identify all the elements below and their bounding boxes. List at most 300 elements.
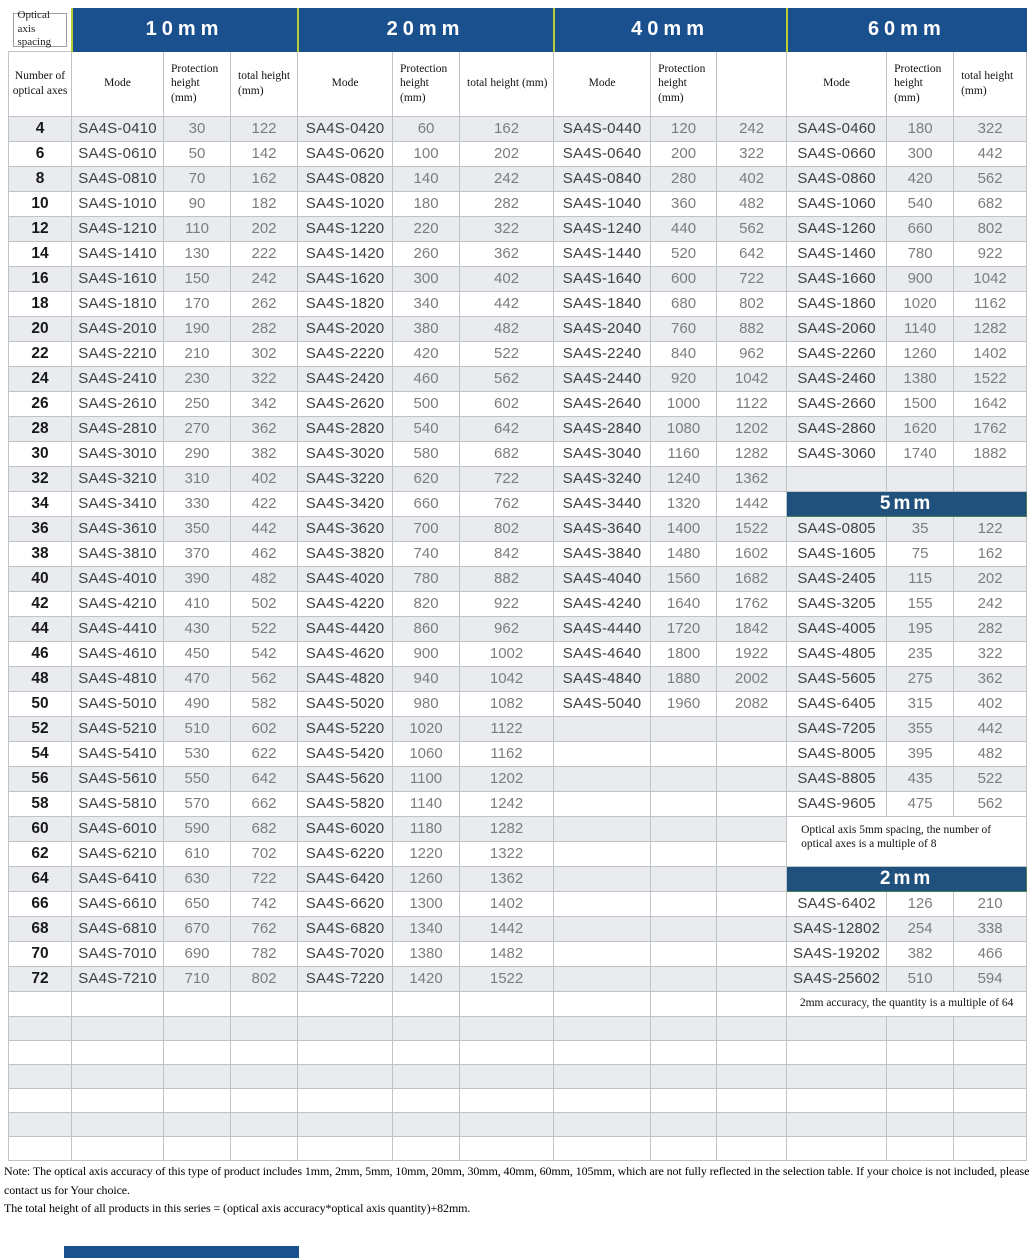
protection-height-cell: 860	[393, 616, 460, 641]
protection-height-cell: 170	[164, 291, 231, 316]
total-height-cell: 1202	[460, 766, 554, 791]
table-row	[9, 666, 1027, 691]
total-height-cell: 722	[231, 866, 298, 891]
mode-cell: SA4S-7210	[72, 966, 164, 991]
protection-height-cell: 1380	[887, 366, 954, 391]
empty-cell	[651, 1112, 717, 1136]
mode-cell: SA4S-2620	[298, 391, 393, 416]
total-height-cell: 1122	[460, 716, 554, 741]
empty-cell	[887, 466, 954, 491]
protection-height-cell: 310	[164, 466, 231, 491]
corner-label: Optical axis spacing	[13, 13, 67, 47]
empty-cell	[460, 991, 554, 1016]
protection-height-cell: 1880	[651, 666, 717, 691]
protection-height-cell: 435	[887, 766, 954, 791]
empty-cell	[393, 991, 460, 1016]
total-height-cell: 962	[460, 616, 554, 641]
protection-height-cell: 275	[887, 666, 954, 691]
empty-row	[9, 1112, 1027, 1136]
footnotes	[4, 1162, 1034, 1218]
mode-cell: SA4S-6210	[72, 841, 164, 866]
mode-cell: SA4S-0610	[72, 141, 164, 166]
mode-cell: SA4S-1210	[72, 216, 164, 241]
mode-cell: SA4S-4020	[298, 566, 393, 591]
axes-count-cell: 68	[9, 916, 72, 941]
protection-height-cell: 1020	[887, 291, 954, 316]
mode-cell: SA4S-1840	[554, 291, 651, 316]
total-height-cell: 562	[717, 216, 787, 241]
mode-cell: SA4S-6820	[298, 916, 393, 941]
protection-height-cell: 190	[164, 316, 231, 341]
protection-height-cell: 155	[887, 591, 954, 616]
empty-cell	[9, 1136, 72, 1160]
total-height-cell: 442	[460, 291, 554, 316]
mode-cell: SA4S-3205	[787, 591, 887, 616]
mode-cell: SA4S-5420	[298, 741, 393, 766]
protection-height-cell: 1740	[887, 441, 954, 466]
protection-height-cell: 940	[393, 666, 460, 691]
protection-height-cell: 1100	[393, 766, 460, 791]
total-height-cell: 882	[717, 316, 787, 341]
mode-cell: SA4S-3220	[298, 466, 393, 491]
total-height-cell: 1322	[460, 841, 554, 866]
empty-cell	[787, 1136, 887, 1160]
total-height-cell: 1522	[460, 966, 554, 991]
axes-count-cell: 28	[9, 416, 72, 441]
protection-height-cell: 470	[164, 666, 231, 691]
mode-cell: SA4S-5620	[298, 766, 393, 791]
total-height-cell: 202	[231, 216, 298, 241]
total-height-cell: 1522	[717, 516, 787, 541]
protection-height-cell: 270	[164, 416, 231, 441]
axes-count-cell: 72	[9, 966, 72, 991]
protection-height-cell: 780	[887, 241, 954, 266]
protection-height-cell: 1420	[393, 966, 460, 991]
protection-height-cell: 490	[164, 691, 231, 716]
axes-count-cell: 16	[9, 266, 72, 291]
table-row	[9, 741, 1027, 766]
total-height-cell: 682	[460, 441, 554, 466]
protection-height-cell	[651, 866, 717, 891]
empty-cell	[887, 1016, 954, 1040]
mode-cell: SA4S-0840	[554, 166, 651, 191]
mode-cell: SA4S-8805	[787, 766, 887, 791]
total-height-cell: 182	[231, 191, 298, 216]
empty-cell	[164, 1136, 231, 1160]
protection-height-cell: 620	[393, 466, 460, 491]
empty-cell	[954, 1040, 1027, 1064]
mode-cell: SA4S-4640	[554, 641, 651, 666]
mode-cell: SA4S-2240	[554, 341, 651, 366]
protection-height-cell: 1180	[393, 816, 460, 841]
protection-height-cell: 520	[651, 241, 717, 266]
empty-cell	[554, 1064, 651, 1088]
total-height-cell: 722	[717, 266, 787, 291]
total-height-cell: 802	[231, 966, 298, 991]
mode-cell: SA4S-3610	[72, 516, 164, 541]
mode-cell: SA4S-1020	[298, 191, 393, 216]
section-header-40mm: 40mm	[554, 9, 787, 52]
protection-height-cell	[651, 841, 717, 866]
protection-height-cell: 510	[164, 716, 231, 741]
axes-count-cell: 34	[9, 491, 72, 516]
mode-cell: SA4S-0440	[554, 116, 651, 141]
mode-cell: SA4S-9605	[787, 791, 887, 816]
mode-cell: SA4S-0640	[554, 141, 651, 166]
protection-height-cell: 460	[393, 366, 460, 391]
empty-cell	[460, 1040, 554, 1064]
protection-height-cell: 126	[887, 891, 954, 916]
protection-height-cell: 1260	[887, 341, 954, 366]
total-height-cell: 802	[954, 216, 1027, 241]
total-height-cell: 122	[954, 516, 1027, 541]
mode-cell: SA4S-2220	[298, 341, 393, 366]
total-height-cell: 1282	[954, 316, 1027, 341]
protection-height-cell: 315	[887, 691, 954, 716]
mode-cell: SA4S-3440	[554, 491, 651, 516]
empty-cell	[717, 991, 787, 1016]
protection-height-cell	[651, 966, 717, 991]
mode-cell: SA4S-7205	[787, 716, 887, 741]
note-row	[9, 991, 1027, 1016]
total-height-cell: 402	[460, 266, 554, 291]
protection-height-cell: 1140	[887, 316, 954, 341]
table-row	[9, 566, 1027, 591]
total-height-cell: 402	[231, 466, 298, 491]
total-height-cell: 242	[717, 116, 787, 141]
total-height-cell: 2002	[717, 666, 787, 691]
mode-cell: SA4S-1040	[554, 191, 651, 216]
empty-cell	[954, 1112, 1027, 1136]
total-height-cell: 1442	[717, 491, 787, 516]
protection-height-cell: 180	[393, 191, 460, 216]
mode-cell: SA4S-6405	[787, 691, 887, 716]
mode-cell: SA4S-3420	[298, 491, 393, 516]
protection-height-cell: 540	[887, 191, 954, 216]
mode-cell: SA4S-2640	[554, 391, 651, 416]
axes-count-cell: 20	[9, 316, 72, 341]
mode-cell: SA4S-5040	[554, 691, 651, 716]
protection-height-cell: 254	[887, 916, 954, 941]
protection-height-cell: 900	[393, 641, 460, 666]
total-height-cell: 882	[460, 566, 554, 591]
empty-cell	[164, 1016, 231, 1040]
total-height-cell: 1042	[460, 666, 554, 691]
total-height-cell: 322	[954, 641, 1027, 666]
protection-height-cell: 1020	[393, 716, 460, 741]
total-height-cell	[717, 941, 787, 966]
protection-height-header: Protection height (mm)	[393, 51, 460, 116]
protection-height-cell: 382	[887, 941, 954, 966]
total-height-cell: 562	[460, 366, 554, 391]
empty-cell	[460, 1112, 554, 1136]
mode-cell: SA4S-2040	[554, 316, 651, 341]
empty-cell	[298, 1088, 393, 1112]
protection-height-cell: 450	[164, 641, 231, 666]
table-row	[9, 341, 1027, 366]
table-row	[9, 266, 1027, 291]
empty-cell	[717, 1136, 787, 1160]
total-height-cell: 802	[717, 291, 787, 316]
protection-height-cell: 690	[164, 941, 231, 966]
axes-count-cell: 40	[9, 566, 72, 591]
mode-cell: SA4S-3040	[554, 441, 651, 466]
mode-cell: SA4S-0660	[787, 141, 887, 166]
empty-row	[9, 1040, 1027, 1064]
axes-count-cell: 62	[9, 841, 72, 866]
empty-cell	[787, 1040, 887, 1064]
empty-cell	[9, 1016, 72, 1040]
total-height-cell: 242	[231, 266, 298, 291]
protection-height-cell: 220	[393, 216, 460, 241]
empty-cell	[460, 1136, 554, 1160]
protection-height-cell: 120	[651, 116, 717, 141]
axes-count-cell: 66	[9, 891, 72, 916]
total-height-cell: 802	[460, 516, 554, 541]
protection-height-cell: 680	[651, 291, 717, 316]
empty-cell	[651, 1136, 717, 1160]
protection-height-cell: 1060	[393, 741, 460, 766]
total-height-header-blank	[717, 51, 787, 116]
protection-height-header: Protection height (mm)	[164, 51, 231, 116]
protection-height-cell: 590	[164, 816, 231, 841]
empty-cell	[231, 1088, 298, 1112]
empty-cell	[954, 1136, 1027, 1160]
empty-cell	[887, 1136, 954, 1160]
protection-height-cell: 250	[164, 391, 231, 416]
total-height-cell: 842	[460, 541, 554, 566]
mode-cell: SA4S-1440	[554, 241, 651, 266]
protection-height-cell: 1300	[393, 891, 460, 916]
protection-height-cell: 1220	[393, 841, 460, 866]
table-row	[9, 591, 1027, 616]
axes-count-cell: 42	[9, 591, 72, 616]
axes-count-cell: 14	[9, 241, 72, 266]
total-height-cell: 1762	[717, 591, 787, 616]
empty-cell	[298, 1016, 393, 1040]
total-height-cell: 242	[954, 591, 1027, 616]
mode-header: Mode	[72, 51, 164, 116]
protection-height-cell: 1400	[651, 516, 717, 541]
empty-cell	[231, 1112, 298, 1136]
mode-cell: SA4S-4210	[72, 591, 164, 616]
total-height-cell: 282	[954, 616, 1027, 641]
axes-count-cell: 50	[9, 691, 72, 716]
protection-height-cell: 1320	[651, 491, 717, 516]
empty-cell	[9, 991, 72, 1016]
protection-height-cell: 300	[393, 266, 460, 291]
total-height-cell: 1082	[460, 691, 554, 716]
total-height-cell: 1042	[954, 266, 1027, 291]
mode-cell	[554, 966, 651, 991]
mode-cell: SA4S-1060	[787, 191, 887, 216]
total-height-cell: 162	[954, 541, 1027, 566]
protection-height-cell: 510	[887, 966, 954, 991]
total-height-cell: 1242	[460, 791, 554, 816]
mode-cell: SA4S-3620	[298, 516, 393, 541]
protection-height-cell: 100	[393, 141, 460, 166]
mode-cell: SA4S-6810	[72, 916, 164, 941]
axes-count-cell: 44	[9, 616, 72, 641]
mode-cell: SA4S-3210	[72, 466, 164, 491]
protection-height-cell: 1620	[887, 416, 954, 441]
total-height-cell: 722	[460, 466, 554, 491]
protection-height-cell: 980	[393, 691, 460, 716]
total-height-cell: 402	[717, 166, 787, 191]
table-row	[9, 191, 1027, 216]
table-head	[9, 9, 1027, 117]
section-header-row	[9, 9, 1027, 52]
total-height-cell: 762	[231, 916, 298, 941]
mode-cell: SA4S-3010	[72, 441, 164, 466]
mode-cell: SA4S-1460	[787, 241, 887, 266]
total-height-cell: 922	[460, 591, 554, 616]
mode-cell: SA4S-1240	[554, 216, 651, 241]
protection-height-cell: 475	[887, 791, 954, 816]
total-height-cell: 342	[231, 391, 298, 416]
total-height-cell: 210	[954, 891, 1027, 916]
mode-cell: SA4S-0460	[787, 116, 887, 141]
table-row	[9, 816, 1027, 841]
table-row	[9, 541, 1027, 566]
total-height-cell: 1362	[717, 466, 787, 491]
protection-height-cell: 75	[887, 541, 954, 566]
table-row	[9, 941, 1027, 966]
footnote-line: contact us for Your choice.	[4, 1182, 130, 1197]
mode-cell	[554, 816, 651, 841]
protection-height-cell: 230	[164, 366, 231, 391]
empty-cell	[298, 1136, 393, 1160]
protection-height-cell: 630	[164, 866, 231, 891]
empty-cell	[393, 1088, 460, 1112]
bottom-accent-bar	[64, 1246, 299, 1258]
total-height-cell: 1162	[954, 291, 1027, 316]
protection-height-cell: 180	[887, 116, 954, 141]
total-height-cell: 1122	[717, 391, 787, 416]
empty-cell	[717, 1064, 787, 1088]
total-height-cell: 762	[460, 491, 554, 516]
total-height-cell: 582	[231, 691, 298, 716]
total-height-cell: 162	[460, 116, 554, 141]
axes-count-cell: 30	[9, 441, 72, 466]
protection-height-header: Protection height (mm)	[651, 51, 717, 116]
mode-cell: SA4S-6410	[72, 866, 164, 891]
protection-height-cell: 920	[651, 366, 717, 391]
table-row	[9, 516, 1027, 541]
table-row	[9, 416, 1027, 441]
five-mm-note: Optical axis 5mm spacing, the number of optical axes is a multiple of 8	[787, 816, 1027, 866]
total-height-cell: 322	[460, 216, 554, 241]
empty-cell	[393, 1040, 460, 1064]
mode-cell: SA4S-5820	[298, 791, 393, 816]
empty-cell	[164, 1088, 231, 1112]
mode-header: Mode	[787, 51, 887, 116]
protection-height-cell: 740	[393, 541, 460, 566]
protection-height-cell	[651, 716, 717, 741]
mode-cell: SA4S-2405	[787, 566, 887, 591]
empty-cell	[954, 466, 1027, 491]
axes-count-cell: 8	[9, 166, 72, 191]
protection-height-cell: 360	[651, 191, 717, 216]
total-height-cell: 1482	[460, 941, 554, 966]
axes-count-header: Number of optical axes	[9, 51, 72, 116]
mode-cell: SA4S-3060	[787, 441, 887, 466]
total-height-cell: 202	[460, 141, 554, 166]
mode-cell: SA4S-5010	[72, 691, 164, 716]
total-height-cell: 602	[460, 391, 554, 416]
protection-height-cell	[651, 941, 717, 966]
empty-row	[9, 1088, 1027, 1112]
total-height-cell: 562	[954, 791, 1027, 816]
total-height-cell: 1282	[460, 816, 554, 841]
total-height-cell	[717, 891, 787, 916]
protection-height-cell: 115	[887, 566, 954, 591]
empty-cell	[554, 991, 651, 1016]
protection-height-cell: 440	[651, 216, 717, 241]
empty-row	[9, 1136, 1027, 1160]
total-height-cell: 562	[954, 166, 1027, 191]
corner-cell	[9, 9, 72, 52]
empty-cell	[554, 1088, 651, 1112]
protection-height-cell	[651, 791, 717, 816]
empty-cell	[9, 1040, 72, 1064]
total-height-cell: 1202	[717, 416, 787, 441]
mode-cell	[554, 716, 651, 741]
mode-cell: SA4S-0805	[787, 516, 887, 541]
protection-height-cell: 340	[393, 291, 460, 316]
mode-cell: SA4S-6420	[298, 866, 393, 891]
total-height-cell	[717, 791, 787, 816]
table-row	[9, 216, 1027, 241]
empty-cell	[460, 1088, 554, 1112]
table-row	[9, 691, 1027, 716]
protection-height-cell: 610	[164, 841, 231, 866]
total-height-cell: 542	[231, 641, 298, 666]
footnote-line: Note: The optical axis accuracy of this type of product includes 1mm, 2mm, 5mm, 10mm, 20mm, 30mm, 40mm, 60mm, 105mm, which are not fully reflected in the selection table. If your choice is not included, please	[4, 1164, 1030, 1178]
mode-cell: SA4S-2420	[298, 366, 393, 391]
mode-cell: SA4S-5410	[72, 741, 164, 766]
mode-cell: SA4S-4620	[298, 641, 393, 666]
table-row	[9, 166, 1027, 191]
total-height-cell: 562	[231, 666, 298, 691]
total-height-cell: 442	[954, 716, 1027, 741]
protection-height-cell: 650	[164, 891, 231, 916]
mode-cell: SA4S-4805	[787, 641, 887, 666]
table-row	[9, 116, 1027, 141]
mode-cell: SA4S-2660	[787, 391, 887, 416]
axes-count-cell: 36	[9, 516, 72, 541]
mode-cell: SA4S-6402	[787, 891, 887, 916]
total-height-cell: 502	[231, 591, 298, 616]
total-height-cell: 1922	[717, 641, 787, 666]
empty-cell	[651, 991, 717, 1016]
mode-cell: SA4S-1610	[72, 266, 164, 291]
total-height-cell: 642	[717, 241, 787, 266]
table-row	[9, 441, 1027, 466]
total-height-cell: 1762	[954, 416, 1027, 441]
empty-cell	[954, 1016, 1027, 1040]
axes-count-cell: 12	[9, 216, 72, 241]
protection-height-cell: 70	[164, 166, 231, 191]
table-row	[9, 616, 1027, 641]
section-header-60mm: 60mm	[787, 9, 1027, 52]
protection-height-cell: 1340	[393, 916, 460, 941]
protection-height-cell: 195	[887, 616, 954, 641]
protection-height-cell: 380	[393, 316, 460, 341]
empty-cell	[887, 1064, 954, 1088]
mode-cell: SA4S-4005	[787, 616, 887, 641]
mode-cell: SA4S-2410	[72, 366, 164, 391]
